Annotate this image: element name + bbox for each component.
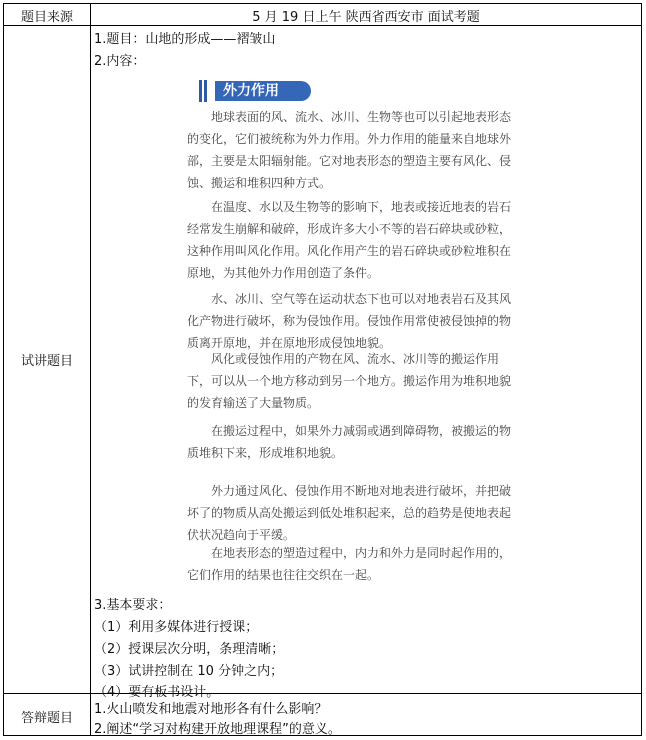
- book-paragraph: [187, 348, 577, 414]
- book-line: 外力通过风化、侵蚀作用不断地对地表进行破坏，并把破: [211, 484, 512, 498]
- book-line: 在搬运过程中，如果外力减弱或遇到障碍物，被搬运的物: [211, 424, 512, 438]
- book-line: 经常发生崩解和破碎，形成许多大小不等的岩石碎块或砂粒，: [187, 222, 512, 236]
- defense-question: 2.阐述“学习对构建开放地理课程”的意义。: [94, 722, 341, 737]
- book-line: 伏状况趋向于平缓。: [187, 528, 296, 542]
- book-line: 风化或侵蚀作用的产物在风、流水、冰川等的搬运作用: [211, 352, 500, 366]
- trial-title: 1.题目：山地的形成——褶皱山: [94, 32, 276, 47]
- book-line: 质离开原地，并在原地形成侵蚀地貌。: [187, 336, 392, 350]
- row-divider: [4, 25, 641, 26]
- section-banner: [199, 80, 309, 102]
- column-divider: [90, 4, 91, 735]
- book-line: 在地表形态的塑造过程中，内力和外力是同时起作用的，: [211, 546, 512, 560]
- book-line: 地球表面的风、流水、冰川、生物等也可以引起地表形态: [211, 110, 512, 124]
- book-paragraph: [187, 480, 577, 546]
- book-line: 水、冰川、空气等在运动状态下也可以对地表岩石及其风: [211, 292, 512, 306]
- banner-stripes: [199, 91, 209, 105]
- book-line: 部，主要是太阳辐射能。它对地表形态的塑造主要有风化、侵: [187, 154, 512, 168]
- book-line: 的变化，它们被统称为外力作用。外力作用的能量来自地球外: [187, 132, 512, 146]
- book-line: 原地，为其他外力作用创造了条件。: [187, 266, 380, 280]
- book-line: 的发育输送了大量物质。: [187, 396, 320, 410]
- book-paragraph: [187, 106, 577, 194]
- book-line: 在温度、水以及生物等的影响下，地表或接近地表的岩石: [211, 200, 512, 214]
- book-line: 下，可以从一个地方移动到另一个地方。搬运作用为堆积地貌: [187, 374, 512, 388]
- book-paragraph: [187, 420, 577, 464]
- book-line: 它们作用的结果也往往交织在一起。: [187, 568, 380, 582]
- book-line: 化产物进行破坏，称为侵蚀作用。侵蚀作用常使被侵蚀掉的物: [187, 314, 512, 328]
- trial-label: 试讲题目: [20, 354, 73, 369]
- book-line: 质堆积下来，形成堆积地貌。: [187, 446, 344, 460]
- requirements-title: 3.基本要求：: [94, 598, 172, 613]
- requirement-item: （2）授课层次分明，条理清晰；: [94, 642, 285, 657]
- book-paragraph: [187, 288, 577, 354]
- requirement-item: （3）试讲控制在 10 分钟之内；: [94, 664, 284, 679]
- trial-content-label: 2.内容：: [94, 54, 146, 69]
- requirement-item: （4）要有板书设计。: [94, 685, 220, 700]
- textbook-excerpt: [187, 76, 577, 596]
- requirement-item: （1）利用多媒体进行授课；: [94, 620, 259, 635]
- defense-question: 1.火山喷发和地震对地形各有什么影响？: [94, 702, 328, 717]
- book-paragraph: [187, 542, 577, 586]
- defense-label: 答辩题目: [20, 711, 73, 726]
- book-line: 这种作用叫风化作用。风化作用产生的岩石碎块或砂粒堆积在: [187, 244, 512, 258]
- book-line: 坏了的物质从高处搬运到低处堆积起来，总的趋势是使地表起: [187, 506, 512, 520]
- book-paragraph: [187, 196, 577, 284]
- header-source-value: 5 月 19 日上午 陕西省西安市 面试考题: [252, 10, 480, 25]
- banner-title: 外力作用: [215, 81, 311, 101]
- book-line: 蚀、搬运和堆积四种方式。: [187, 176, 332, 190]
- header-source-label: 题目来源: [20, 10, 73, 25]
